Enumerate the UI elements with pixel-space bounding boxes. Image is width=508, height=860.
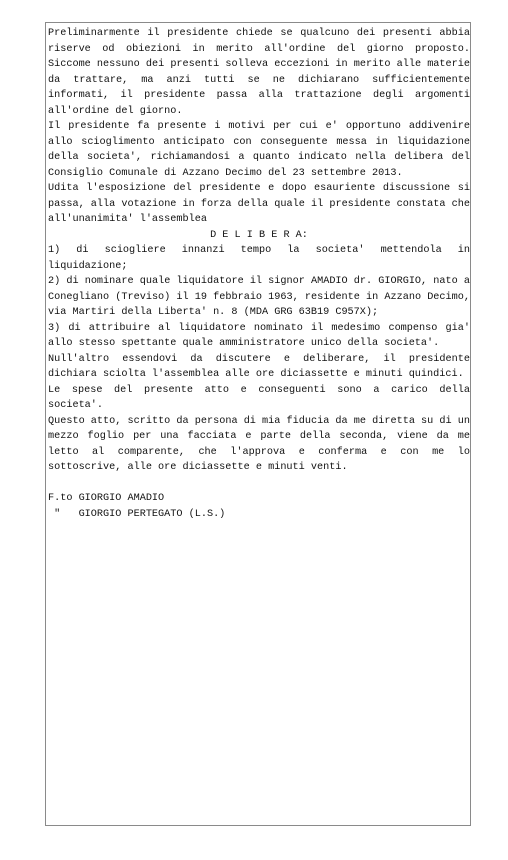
signature-line-1: F.to GIORGIO AMADIO [48, 493, 165, 504]
paragraph-vote: Udita l'esposizione del presidente e dopo esauriente discussione si passa, alla votazione in forza della quale il presidente constata che all'unanimita' l'assemblea [48, 183, 470, 225]
paragraph-expenses: Le spese del presente atto e conseguenti sono a carico della societa'. [48, 384, 470, 411]
paragraph-preliminary: Preliminarmente il presidente chiede se qualcuno dei presenti abbia riserve od obiezioni in merito all'ordine del giorno proposto. Siccome nessuno dei presenti solleva eccezioni in merito alle materie da trattare, ma anzi tutti se ne dichiarano sufficientemente informati, il presidente passa alla trattazione degli argomenti all'ordine del giorno. [48, 28, 470, 117]
paragraph-deed: Questo atto, scritto da persona di mia fiducia da me diretta su di un mezzo foglio per una facciata e parte della seconda, viene da me letto al comparente, che l'approva e conferma e con me lo sottoscrive, alle ore diciassette e minuti venti. [48, 415, 470, 473]
blank-line [48, 476, 470, 492]
document-body [48, 26, 470, 522]
paragraph-motives: Il presidente fa presente i motivi per cui e' opportuno addivenire allo scioglimento anticipato con conseguente messa in liquidazione della societa', richiamandosi a quanto indicato nella delibera del Consiglio Comunale di Azzano Decimo del 23 settembre 2013. [48, 121, 470, 179]
resolution-1: 1) di sciogliere innanzi tempo la societa' mettendola in liquidazione; [48, 245, 470, 272]
signature-line-2: " GIORGIO PERTEGATO (L.S.) [48, 508, 226, 520]
paragraph-closing: Null'altro essendovi da discutere e deliberare, il presidente dichiara sciolta l'assemblea alle ore diciassette e minuti quindici. [48, 353, 470, 380]
document-page [45, 22, 471, 826]
resolution-2: 2) di nominare quale liquidatore il signor AMADIO dr. GIORGIO, nato a Conegliano (Treviso) il 19 febbraio 1963, residente in Azzano Decimo, via Martiri della Liberta' n. 8 (MDA GRG 63B19 C957X); [48, 276, 470, 318]
resolution-heading: D E L I B E R A: [210, 229, 308, 241]
resolution-3: 3) di attribuire al liquidatore nominato il medesimo compenso gia' allo stesso spettante quale amministratore unico della societa'. [48, 322, 470, 349]
